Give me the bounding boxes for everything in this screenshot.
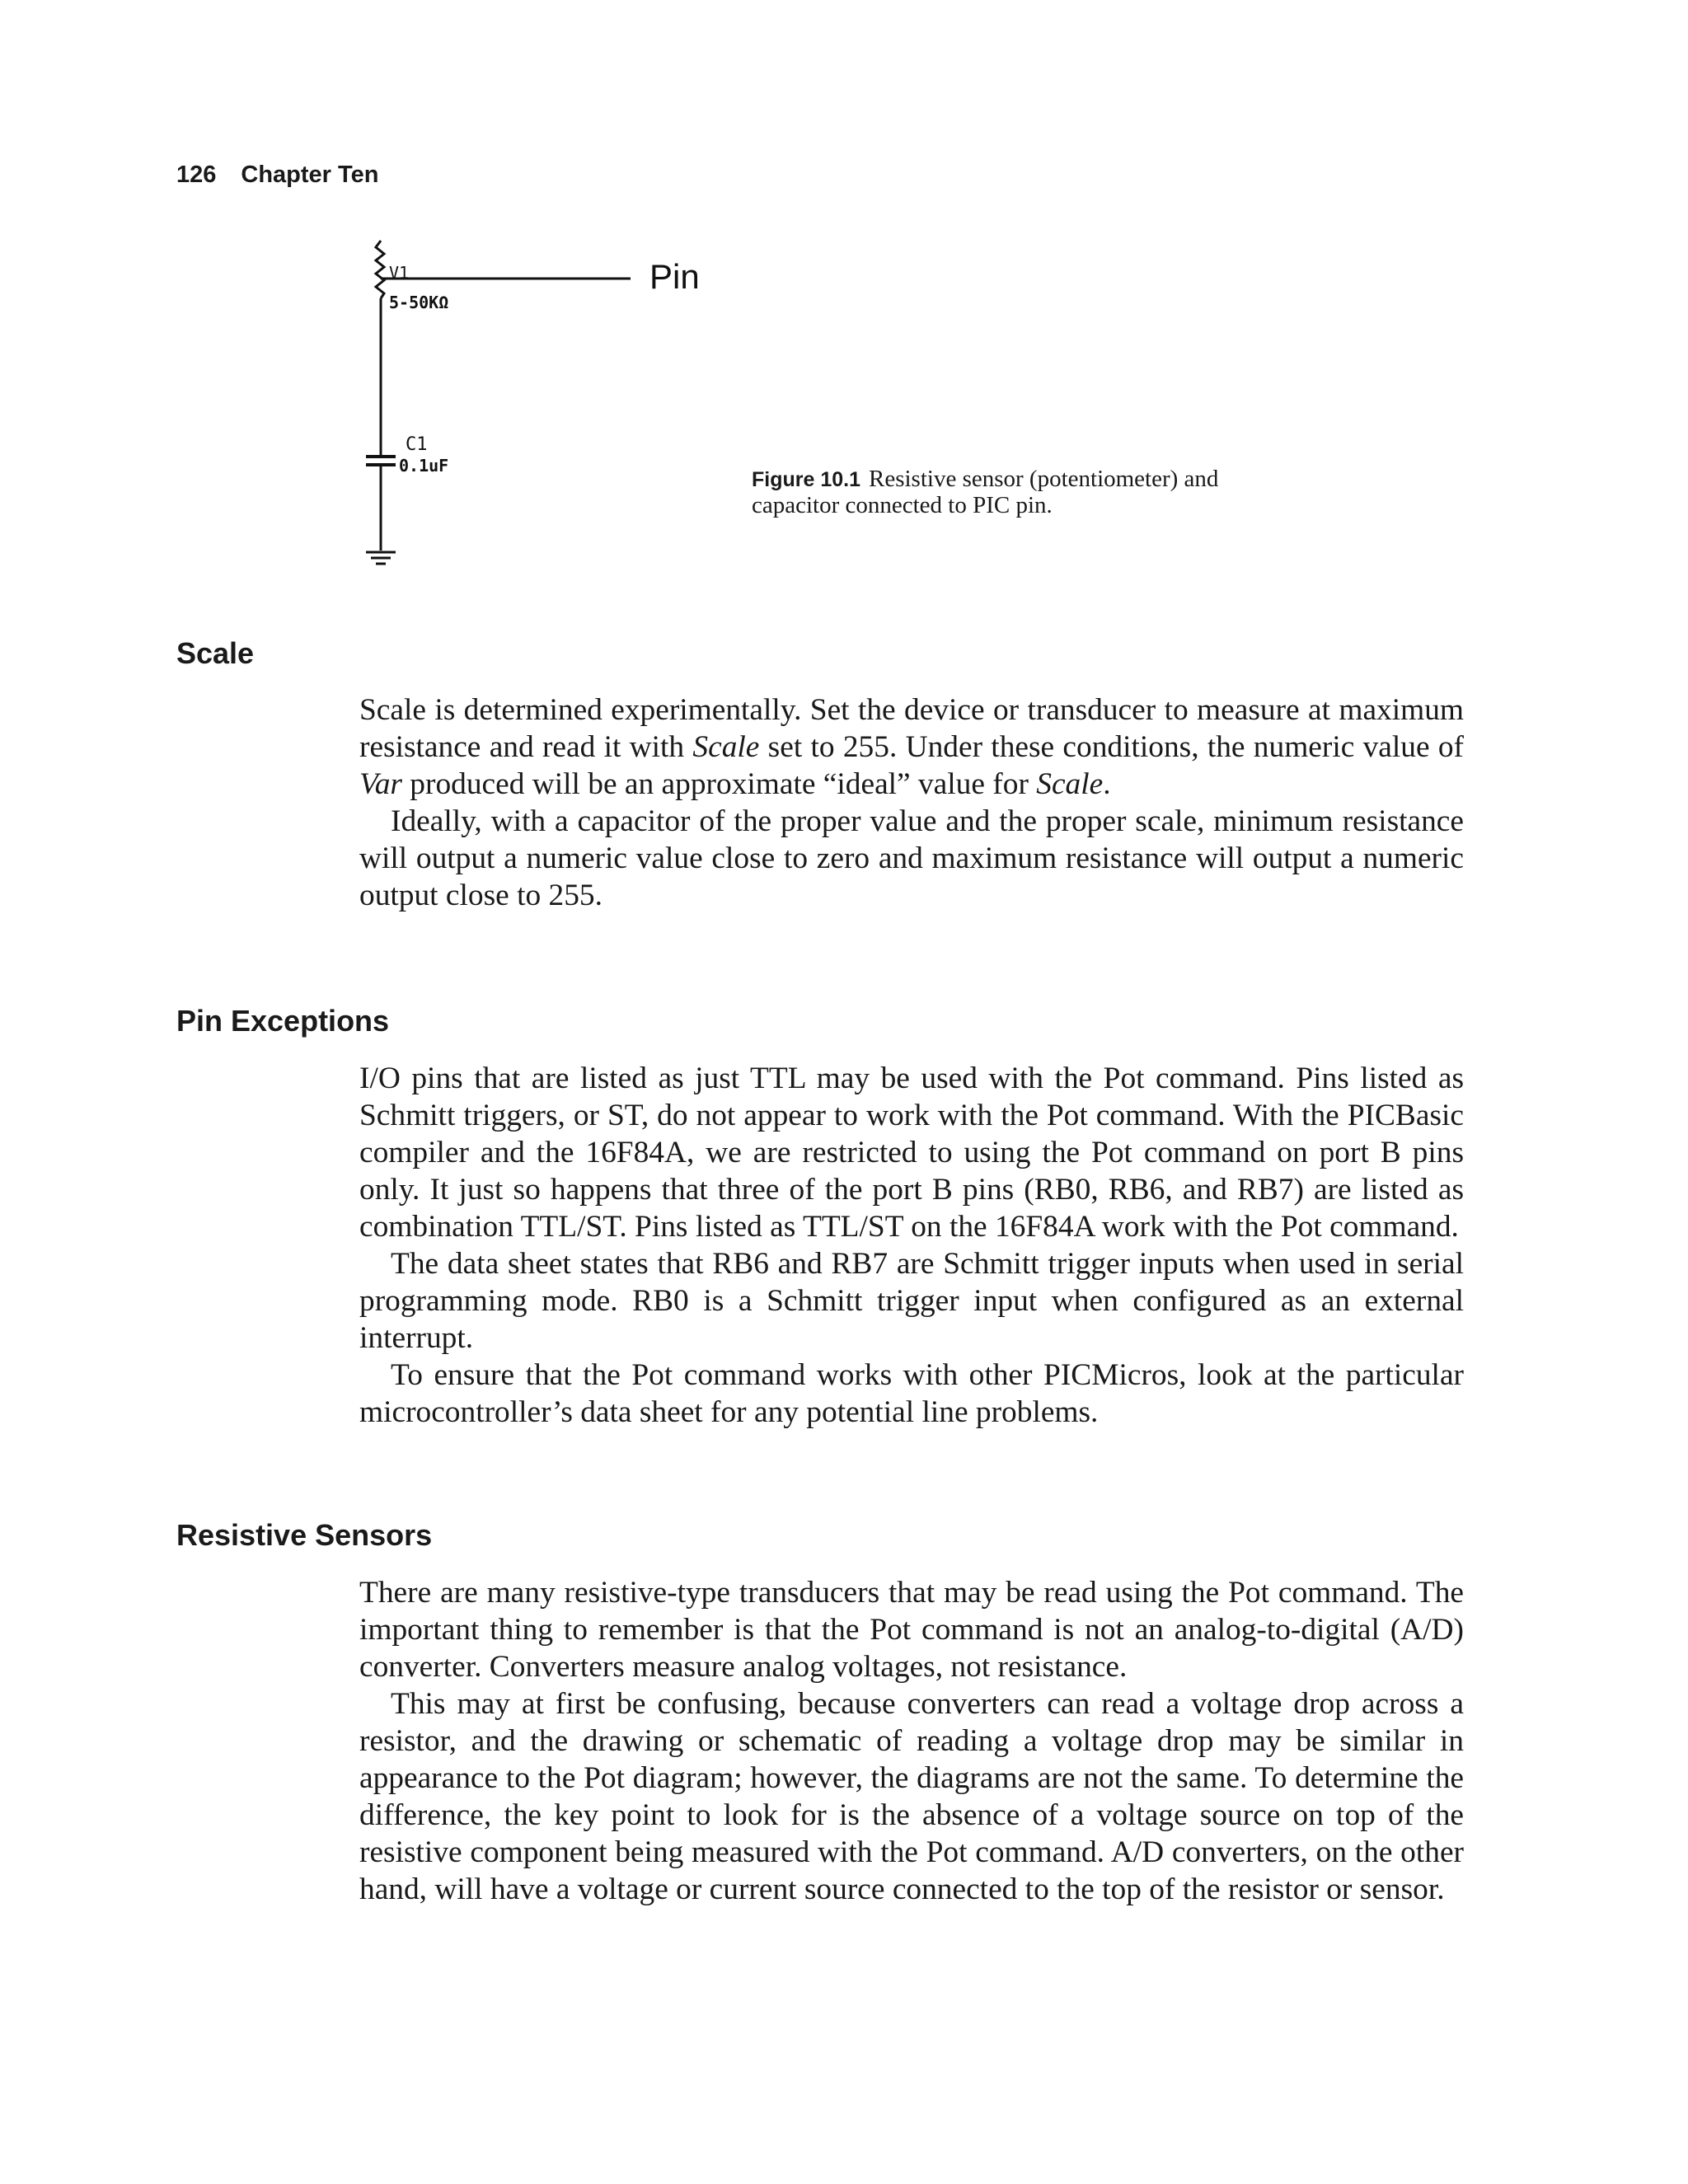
circuit-schematic: [354, 239, 750, 602]
resistor-value-label: 5-50KΩ: [389, 293, 449, 312]
paragraph: There are many resistive-type transducers that may be read using the Pot command. The important thing to remember is that the Pot command is not an analog-to-digital (A/D) converter. Converters measure analog voltages, not resistance.: [359, 1576, 1464, 1684]
paragraph: I/O pins that are listed as just TTL may be used with the Pot command. Pins listed as Schmitt triggers, or ST, do not appear to work with the Pot command. With the PICBasic compiler and the 16F84A, we are restricted to using the Pot command on port B pins only. It just so happens that three of the port B pins (RB0, RB6, and RB7) are listed as combination TTL/ST. Pins listed as TTL/ST on the 16F84A work with the Pot command.: [359, 1062, 1464, 1244]
section-pin-exceptions: [359, 1060, 1464, 1431]
paragraph: This may at first be confusing, because converters can read a voltage drop across a resistor, and the drawing or schematic of reading a voltage drop may be similar in appearance to the Pot diagram; however, the diagrams are not the same. To determine the difference, the key point to look for is the absence of a voltage source on top of the resistive component being measured with the Pot command. A/D converters, on the other hand, will have a voltage or current source connected to the top of the resistor or sensor.: [359, 1687, 1464, 1906]
resistor-name-label: V1: [389, 263, 410, 283]
figure-caption-text: Resistive sensor (potentiometer) and capacitor connected to PIC pin.: [752, 466, 1219, 518]
paragraph: Scale is determined experimentally. Set the device or transducer to measure at maximum resistance and read it with Scale set to 255. Under these conditions, the numeric value of Var produced will be an approximate “ideal” value for Scale.: [359, 693, 1464, 801]
capacitor-symbol: [366, 457, 396, 465]
section-resistive-sensors: [359, 1574, 1464, 1908]
capacitor-value-label: 0.1uF: [399, 456, 449, 476]
ground-symbol: [366, 552, 396, 564]
figure-label: Figure 10.1: [752, 468, 860, 491]
paragraph: The data sheet states that RB6 and RB7 are Schmitt trigger inputs when used in serial programming mode. RB0 is a Schmitt trigger input when configured as an external interrupt.: [359, 1247, 1464, 1355]
section-heading-resistive-sensors: Resistive Sensors: [176, 1518, 433, 1552]
section-heading-pin-exceptions: Pin Exceptions: [176, 1004, 390, 1038]
pin-label: Pin: [649, 257, 700, 296]
figure-caption: [752, 466, 1246, 518]
page-header: [176, 162, 378, 189]
section-scale: [359, 691, 1464, 914]
capacitor-name-label: C1: [406, 434, 428, 455]
section-heading-scale: Scale: [176, 636, 255, 670]
paragraph: Ideally, with a capacitor of the proper value and the proper scale, minimum resistance will output a numeric value close to zero and maximum resistance will output a numeric output close to 255.: [359, 804, 1464, 912]
chapter-title: Chapter Ten: [241, 162, 379, 188]
page-number: 126: [176, 162, 217, 188]
potentiometer-symbol: [376, 241, 384, 298]
paragraph: To ensure that the Pot command works with other PICMicros, look at the particular microcontroller’s data sheet for any potential line problems.: [359, 1358, 1464, 1429]
